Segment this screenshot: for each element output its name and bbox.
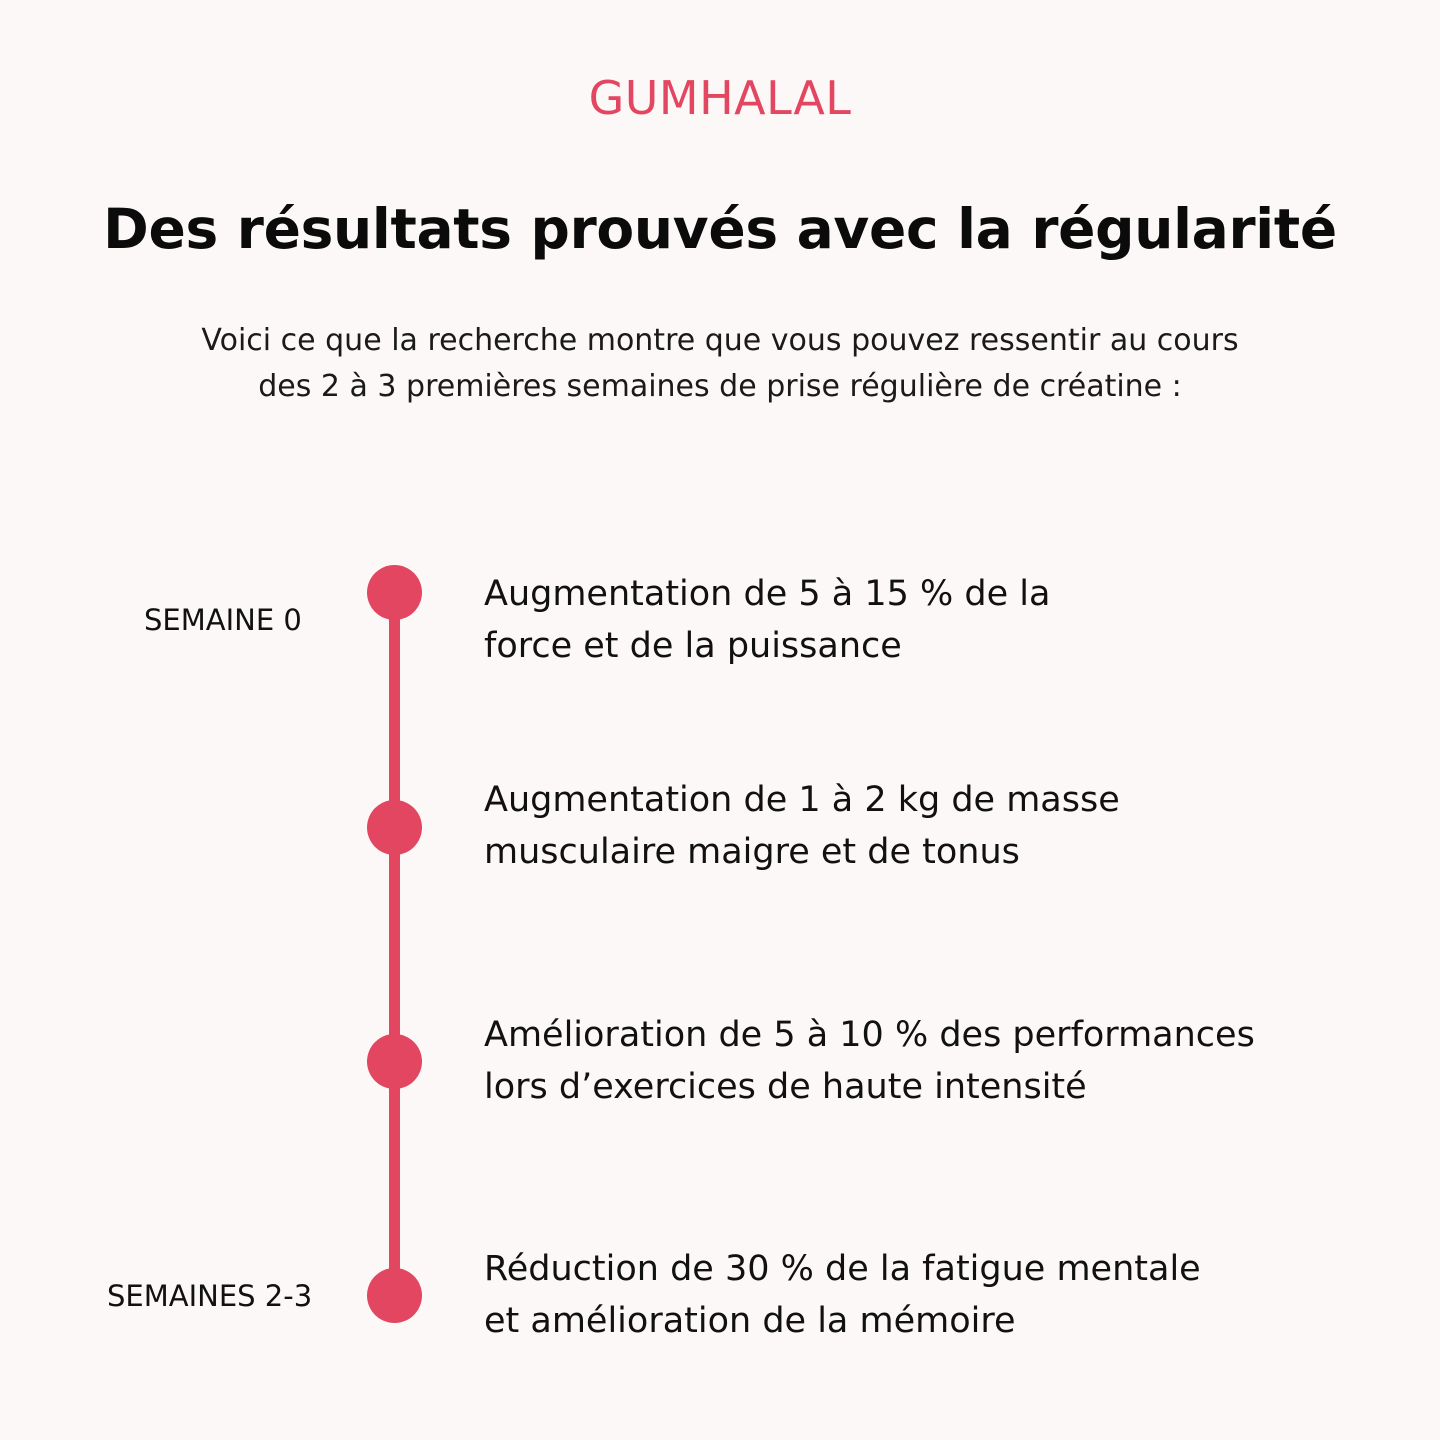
timeline-item-1 [484, 568, 1344, 672]
timeline-dot-1 [367, 565, 422, 620]
timeline-item-1-line-2: force et de la puissance [484, 626, 902, 666]
timeline-item-2 [484, 774, 1344, 878]
brand-logo-text: GUMHALAL [588, 71, 852, 125]
intro-text-line-2: des 2 à 3 premières semaines de prise régulière de créatine : [258, 369, 1182, 404]
timeline-dot-3 [367, 1034, 422, 1089]
timeline-dot-2 [367, 800, 422, 855]
timeline-item-3-line-1: Amélioration de 5 à 10 % des performances [484, 1015, 1255, 1055]
timeline-item-1-line-1: Augmentation de 5 à 15 % de la [484, 574, 1051, 614]
intro-text-line-1: Voici ce que la recherche montre que vous pouvez ressentir au cours [201, 323, 1239, 358]
timeline-item-4-line-2: et amélioration de la mémoire [484, 1301, 1016, 1341]
timeline-item-2-line-2: musculaire maigre et de tonus [484, 832, 1020, 872]
timeline-item-4 [484, 1243, 1344, 1347]
timeline-line [389, 592, 400, 1296]
timeline-start-label: SEMAINE 0 [144, 603, 302, 637]
timeline-item-2-line-1: Augmentation de 1 à 2 kg de masse [484, 780, 1120, 820]
timeline-item-3-line-2: lors d’exercices de haute intensité [484, 1067, 1087, 1107]
timeline-item-3 [484, 1009, 1344, 1113]
page-title: Des résultats prouvés avec la régularité [103, 197, 1337, 261]
timeline-item-4-line-1: Réduction de 30 % de la fatigue mentale [484, 1249, 1201, 1289]
timeline-dot-4 [367, 1268, 422, 1323]
timeline-end-label: SEMAINES 2-3 [107, 1279, 313, 1313]
intro-text [120, 318, 1320, 410]
